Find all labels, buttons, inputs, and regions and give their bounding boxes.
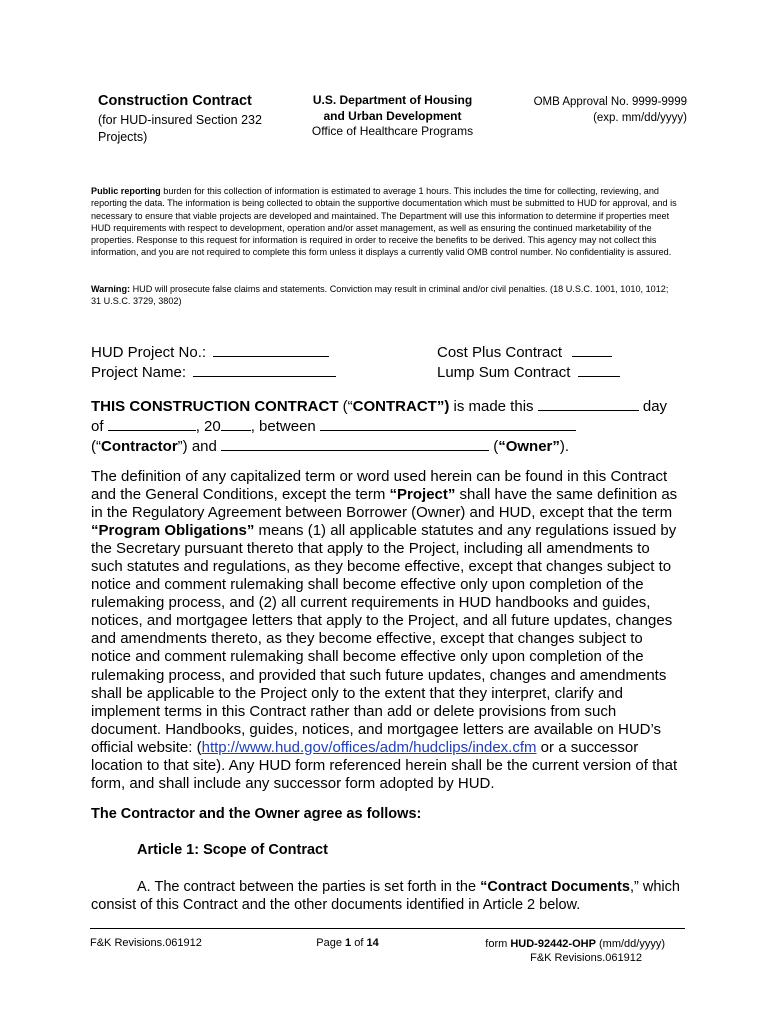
- contract-documents-term: “Contract Documents: [480, 879, 630, 895]
- burden-label: Public reporting: [91, 186, 161, 196]
- hudclips-link[interactable]: http://www.hud.gov/offices/adm/hudclips/index.cfm: [201, 738, 537, 756]
- definitions-text-3: means (1) all applicable statutes and any regulations issued by the Secretary pursuant thereto that apply to the Project, including all amendments to such statutes and regulations, as they become effective, except that changes subject to notice and comment rulemaking shall become effective only upon completion of the rulemaking process, and (2) all current requirements in HUD handbooks and guides, notices, and mortgagee letters that apply to the Project, and all future updates, changes and amendments thereto, as they become effective, except that changes subject to notice and comment rulemaking shall become effective only upon completion of the rulemaking process, and provided that such future updates, changes and amendments shall be applicable to the Project only to the extent that they interpret, clarify and implement terms in this Contract rather than add or delete provisions from such document. Handbooks, guides, notices, and mortgagee letters are available on HUD’s official website: (: [91, 522, 677, 756]
- program-obligations-term: “Program Obligations”: [91, 522, 255, 540]
- month-field[interactable]: [108, 416, 196, 431]
- agreement-heading: The Contractor and the Owner agree as follows:: [91, 806, 422, 822]
- page-label: Page: [316, 937, 346, 949]
- project-fields-right: [437, 342, 620, 382]
- contractor-term: Contractor: [101, 438, 178, 455]
- form-date: (mm/dd/yyyy): [595, 938, 665, 950]
- section-a-text-2: which consist of this Contract and the other documents identified in Article 2 below.: [91, 879, 680, 913]
- of-label: of: [91, 418, 104, 435]
- lump-sum-label: Lump Sum Contract: [437, 364, 571, 381]
- public-reporting-burden: [91, 185, 683, 259]
- warning-text: HUD will prosecute false claims and statements. Conviction may result in criminal and/or civil penalties. (18 U.S.C. 1001, 1010, 1012; 31 U.S.C. 3729, 3802): [91, 284, 669, 307]
- form-number: HUD-92442-OHP: [510, 938, 596, 950]
- year-field[interactable]: [221, 416, 251, 431]
- omb-number: OMB Approval No. 9999-9999: [533, 96, 687, 108]
- footer-revision-right: F&K Revisions.061912: [530, 952, 642, 964]
- definitions-text-4: or a successor location to that site). Any HUD form referenced herein shall be the current version of that form, and shall include any successor form adopted by HUD.: [91, 738, 678, 792]
- project-name-field[interactable]: [193, 362, 336, 377]
- page-total: 14: [366, 937, 379, 949]
- owner-open: (: [489, 438, 499, 455]
- section-a-text-1: A. The contract between the parties is set forth in the: [137, 879, 481, 895]
- section-a-close: ,”: [629, 879, 639, 895]
- contract-term: CONTRACT”): [352, 398, 450, 415]
- made-this-text: is made this: [449, 398, 534, 415]
- footer-divider: [90, 928, 685, 929]
- form-identifier: [470, 937, 665, 965]
- page-number: 1: [345, 937, 352, 949]
- office-line: Office of Healthcare Programs: [311, 124, 474, 138]
- contractor-open: (“: [91, 438, 101, 455]
- omb-expiration: (exp. mm/dd/yyyy): [593, 111, 687, 124]
- omb-approval: [510, 95, 687, 126]
- definitions-text-2: shall have the same definition as in the Regulatory Agreement between Borrower (Owner) and HUD, except that the term: [91, 486, 678, 522]
- contract-intro: [91, 396, 683, 456]
- document-subtitle: (for HUD-insured Section 232 Projects): [98, 113, 262, 144]
- footer-revision-left: F&K Revisions.061912: [90, 937, 202, 949]
- cost-plus-field[interactable]: [572, 342, 612, 357]
- owner-name-field[interactable]: [221, 436, 489, 451]
- warning-statement: [91, 283, 671, 308]
- definitions-text-1: The definition of any capitalized term or word used herein can be found in this Contract and the General Conditions, except the term: [91, 468, 668, 504]
- definitions-paragraph: [91, 468, 683, 793]
- form-label: form: [485, 938, 511, 950]
- agency-line-2: and Urban Development: [323, 108, 462, 123]
- contractor-close: ”) and: [177, 438, 217, 455]
- of-label-footer: of: [351, 937, 367, 949]
- project-name-label: Project Name:: [91, 364, 187, 381]
- burden-text: burden for this collection of information is estimated to average 1 hours. This includes the time for collecting, reviewing, and reporting the data. The information is being collected to obtain the supportive documentation which must be submitted to HUD for approval, and is necessary to ensure that viable projects are developed and maintained. The Department will use this information to determine if properties meet HUD requirements with respect to development, operation and/or asset management, as well as ensuring the continued marketability of the properties. Response to this request for information is required in order to receive the benefits to be derived. This agency may not collect this information, and you are not required to complete this form unless it displays a currently valid OMB control number. No confidentiality is assured.: [91, 186, 677, 258]
- document-title: Construction Contract: [98, 93, 252, 109]
- day-field[interactable]: [538, 396, 639, 411]
- lump-sum-field[interactable]: [578, 362, 620, 377]
- year-prefix: , 20: [195, 418, 221, 435]
- owner-term: “Owner”: [498, 438, 560, 455]
- warning-label: Warning:: [91, 284, 131, 294]
- page-indicator: [290, 937, 405, 949]
- agency-line-1: U.S. Department of Housing: [312, 93, 473, 107]
- owner-close: ).: [559, 438, 570, 455]
- between-label: , between: [250, 418, 316, 435]
- cost-plus-label: Cost Plus Contract: [437, 344, 563, 361]
- article-1-heading: Article 1: Scope of Contract: [137, 842, 328, 858]
- contract-heading: THIS CONSTRUCTION CONTRACT: [91, 398, 339, 415]
- project-term: “Project”: [389, 486, 456, 504]
- project-fields-left: [91, 342, 336, 382]
- contractor-name-field[interactable]: [320, 416, 576, 431]
- project-no-field[interactable]: [213, 342, 329, 357]
- project-no-label: HUD Project No.:: [91, 344, 207, 361]
- open-quote: (“: [338, 398, 353, 415]
- article-1-section-a: [91, 878, 683, 914]
- agency-header: [290, 93, 495, 140]
- day-label: day: [642, 398, 668, 415]
